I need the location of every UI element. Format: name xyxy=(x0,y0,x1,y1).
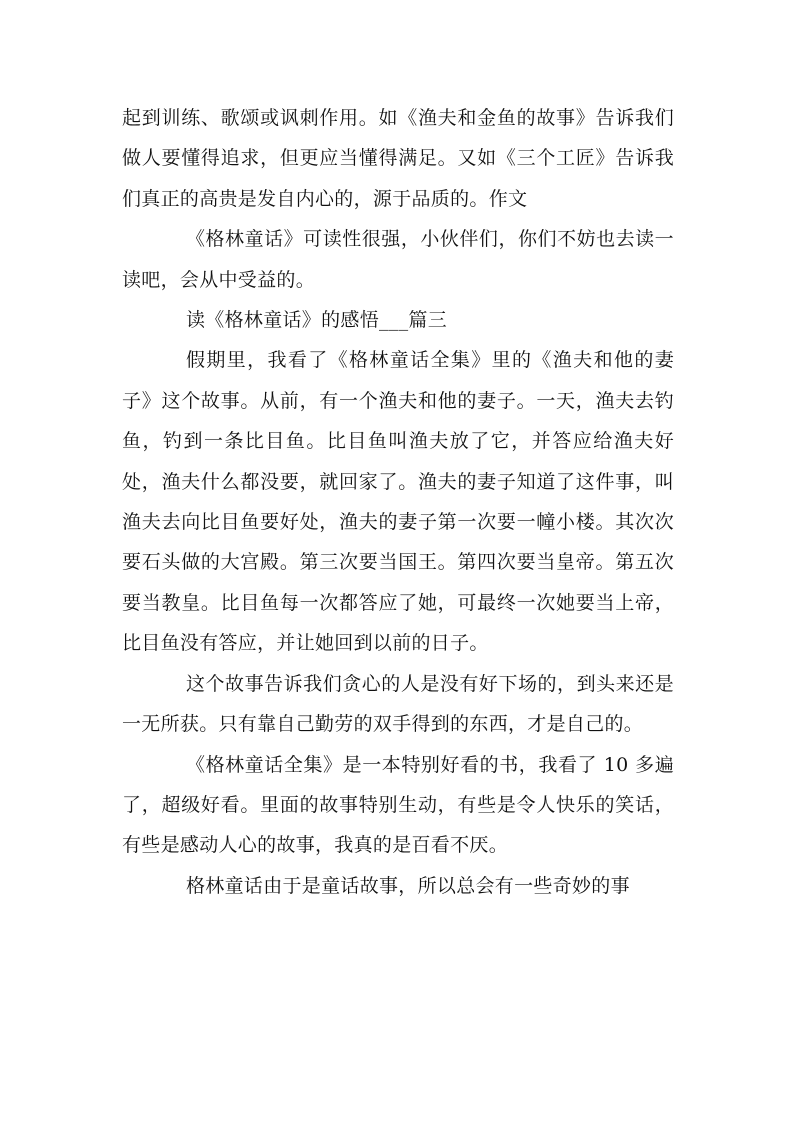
paragraph-3: 假期里，我看了《格林童话全集》里的《渔夫和他的妻子》这个故事。从前，有一个渔夫和他的妻子。一天，渔夫去钓鱼，钓到一条比目鱼。比目鱼叫渔夫放了它，并答应给渔夫好处，渔夫什么都没要，就回家了。渔夫的妻子知道了这件事，叫渔夫去向比目鱼要好处，渔夫的妻子第一次要一幢小楼。其次次要石头做的大宫殿。第三次要当国王。第四次要当皇帝。第五次要当教皇。比目鱼每一次都答应了她，可最终一次她要当上帝，比目鱼没有答应，并让她回到以前的日子。 xyxy=(122,349,674,655)
paragraph-2: 《格林童话》可读性很强，小伙伴们，你们不妨也去读一读吧，会从中受益的。 xyxy=(122,228,674,291)
paragraph-4: 这个故事告诉我们贪心的人是没有好下场的，到头来还是一无所获。只有靠自己勤劳的双手得到的东西，才是自己的。 xyxy=(122,672,674,736)
paragraph-1: 起到训练、歌颂或讽刺作用。如《渔夫和金鱼的故事》告诉我们做人要懂得追求，但更应当懂得满足。又如《三个工匠》告诉我们真正的高贵是发自内心的，源于品质的。作文 xyxy=(122,107,674,210)
section-heading: 读《格林童话》的感悟___篇三 xyxy=(186,309,448,332)
paragraph-6: 格林童话由于是童话故事，所以总会有一些奇妙的事 xyxy=(186,874,630,897)
body-text xyxy=(122,98,674,906)
paragraph-5: 《格林童话全集》是一本特别好看的书，我看了 10 多遍了，超级好看。里面的故事特别生动，有些是令人快乐的笑话，有些是感动人心的故事，我真的是百看不厌。 xyxy=(122,753,674,857)
